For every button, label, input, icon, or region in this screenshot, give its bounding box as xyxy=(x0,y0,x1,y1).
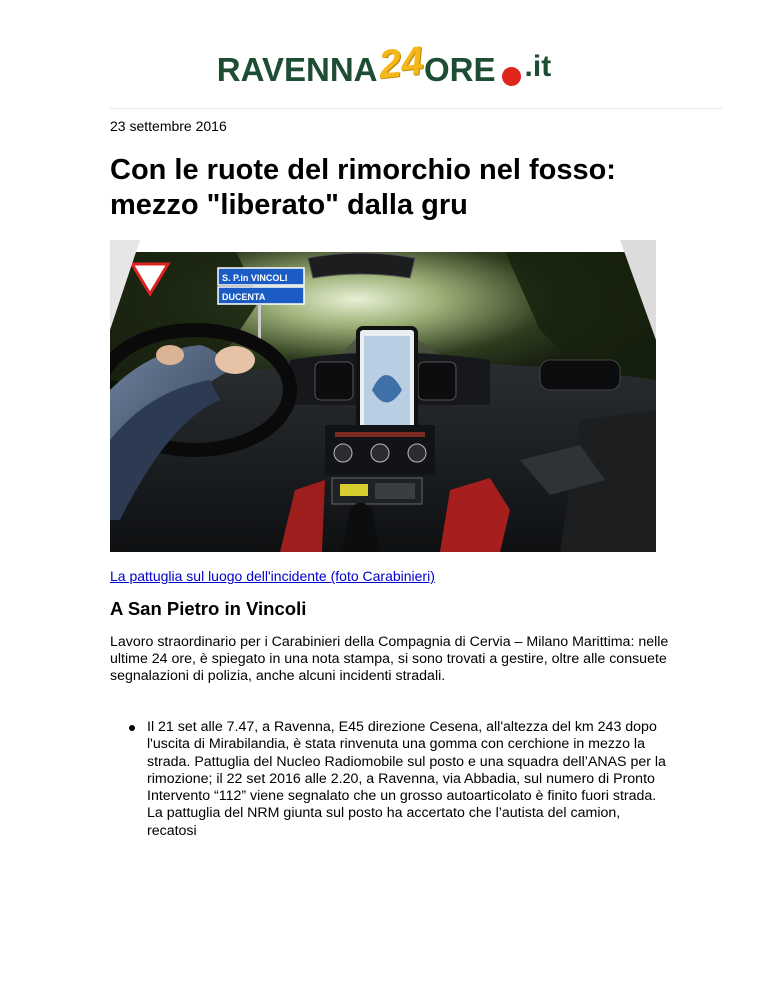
list-item-text: Il 21 set alle 7.47, a Ravenna, E45 direzione Cesena, all'altezza del km 243 dopo l'uscita di Mirabilandia, è stata rinvenuta una gomma con cerchione in mezzo la strada. Pattuglia del Nucleo Radiomobile sul posto e una squadra dell’ANAS per la rimozione; il 22 set 2016 alle 2.20, a Ravenna, via Abbadia, sul numero di Pronto Intervento “112” viene segnalato che un grosso autoarticolato è finito fuori strada. La pattuglia del NRM giunta sul posto ha accertato che l’autista del camion, recatosi xyxy=(147,719,666,839)
logo-text-24: 24 xyxy=(376,38,426,87)
header-divider xyxy=(110,108,722,109)
sign-text-2: DUCENTA xyxy=(222,292,266,302)
list-item xyxy=(147,719,670,840)
photo-caption-link[interactable]: La pattuglia sul luogo dell'incidente (foto Carabinieri) xyxy=(110,568,435,584)
article-bullet-list xyxy=(110,719,670,840)
article-photo xyxy=(110,240,656,552)
logo-red-dot xyxy=(502,67,521,86)
logo-text-ravenna: RAVENNA xyxy=(216,51,378,88)
logo-text-ore: ORE xyxy=(424,51,496,88)
sign-text-1: S. P.in VINCOLI xyxy=(222,273,288,283)
article-title: Con le ruote del rimorchio nel fosso: mezzo "liberato" dalla gru xyxy=(110,154,616,221)
logo-text-it: .it xyxy=(524,50,552,83)
article-subheading: A San Pietro in Vincoli xyxy=(110,598,307,619)
article-date: 23 settembre 2016 xyxy=(110,118,227,134)
site-logo[interactable] xyxy=(0,38,768,98)
bullet-dot xyxy=(129,725,135,731)
article-intro-paragraph: Lavoro straordinario per i Carabinieri della Compagnia di Cervia – Milano Marittima: nelle ultime 24 ore, è spiegato in una nota stampa, si sono trovati a gestire, oltre alle consuete segnalazioni di polizia, anche alcuni incidenti stradali. xyxy=(110,634,669,684)
